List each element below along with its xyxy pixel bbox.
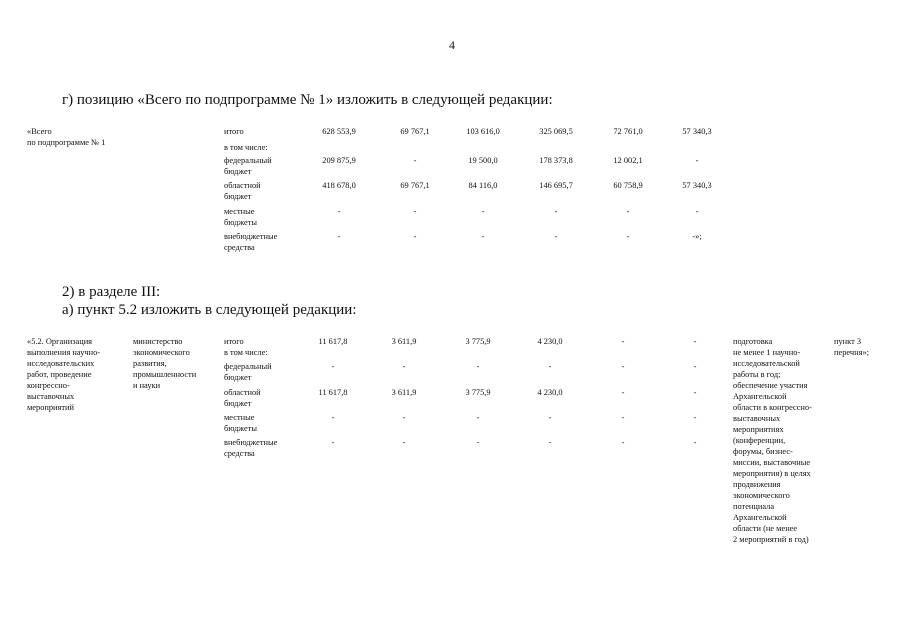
table1-cell: -»;: [692, 232, 702, 241]
table1-row-label: местные: [224, 207, 255, 216]
table2-result-line: исследовательской: [733, 359, 800, 368]
table2-cell: 11 617,8: [318, 337, 348, 346]
heading-position-total: г) позицию «Всего по подпрограмме № 1» изложить в следующей редакции:: [62, 92, 553, 108]
table1-cell: 178 373,8: [539, 156, 573, 165]
table2-result-line: работы в год;: [733, 370, 781, 379]
table2-cell: -: [476, 362, 480, 371]
table1-row-label: бюджет: [224, 167, 252, 176]
table1-cell: -: [337, 207, 341, 216]
table2-row-label: средства: [224, 449, 255, 458]
table1-cell: 418 678,0: [322, 181, 356, 190]
table1-row-label: внебюджетные: [224, 232, 278, 241]
table2-cell: 3 611,9: [391, 388, 417, 397]
table2-result-line: форумы, бизнес-: [733, 447, 793, 456]
table2-cell: -: [693, 388, 697, 397]
table1-row-label: итого: [224, 127, 244, 136]
table1-row-label: средства: [224, 243, 255, 252]
table2-result: [733, 336, 812, 545]
table2-result-line: области (не менее: [733, 524, 798, 533]
table2-cell: 3 775,9: [465, 388, 491, 397]
table2-cell: 3 611,9: [391, 337, 417, 346]
table2-result-line: экономического: [733, 491, 790, 500]
table1-cell: -: [413, 232, 417, 241]
table2-cell: 11 617,8: [318, 388, 348, 397]
table2-cell: -: [693, 337, 697, 346]
table2-executor-line: экономического: [133, 348, 190, 357]
table2-cell: -: [331, 362, 335, 371]
table2-cell: -: [402, 438, 406, 447]
table1-row-label: федеральный: [224, 156, 272, 165]
table2-link-line: пункт 3: [834, 337, 862, 346]
table2-executor-line: министерство: [133, 337, 183, 346]
table2-cell: -: [621, 337, 625, 346]
table2-result-line: не менее 1 научно-: [733, 348, 801, 357]
table2-cell: -: [693, 362, 697, 371]
table1-cell: -: [413, 156, 417, 165]
table2-cell: -: [621, 413, 625, 422]
table2-cell: 3 775,9: [465, 337, 491, 346]
table1-cell: 103 616,0: [466, 127, 500, 136]
table2-result-line: потенциала: [733, 502, 775, 511]
table1-cell: -: [695, 207, 699, 216]
table2-result-line: 2 мероприятий в год): [733, 535, 809, 544]
table2-result-line: продвижения: [733, 480, 781, 489]
table2-executor-line: промышленности: [133, 370, 197, 379]
table2-row-label: бюджет: [224, 399, 252, 408]
table1-cell: 12 002,1: [613, 156, 643, 165]
table2-cell: -: [548, 438, 552, 447]
table1-name-line2: по подпрограмме № 1: [27, 138, 106, 147]
table2-name-line: «5.2. Организация: [27, 337, 93, 346]
table1-cell: 72 761,0: [613, 127, 643, 136]
table2-cell: -: [548, 413, 552, 422]
table2-cell: -: [476, 413, 480, 422]
table2-row-label: бюджет: [224, 373, 252, 382]
table2-row-label: в том числе:: [224, 348, 268, 357]
table2-row-label: областной: [224, 388, 261, 397]
table2-cell: -: [331, 438, 335, 447]
table2-result-line: мероприятиях: [733, 425, 784, 434]
table1-row-label: бюджеты: [224, 218, 258, 227]
table2-result-line: Архангельской: [733, 392, 787, 401]
table1-row-label: областной: [224, 181, 261, 190]
table2-result-line: мероприятия) в целях: [733, 469, 811, 478]
table2-row-label: бюджеты: [224, 424, 258, 433]
table2-cell: -: [402, 362, 406, 371]
table2-name-line: исследовательских: [27, 359, 95, 368]
table1-cell: -: [413, 207, 417, 216]
table1-row-label: в том числе:: [224, 143, 268, 152]
table2-link-line: перечня»;: [834, 348, 869, 357]
table2-row-label: итого: [224, 337, 244, 346]
table1-cell: -: [626, 207, 630, 216]
table1-cell: 146 695,7: [539, 181, 573, 190]
heading-section-iii: 2) в разделе III:: [62, 284, 161, 300]
table2-executor-line: и науки: [133, 381, 161, 390]
table2-result-line: обеспечение участия: [733, 381, 808, 390]
table2-name: [27, 336, 100, 413]
table1-cell: 628 553,9: [322, 127, 356, 136]
table2-row-label: внебюджетные: [224, 438, 278, 447]
table2-executor-line: развития,: [133, 359, 167, 368]
table2-result-line: Архангельской: [733, 513, 787, 522]
page-number: 4: [449, 38, 455, 52]
table1-cell: 209 875,9: [322, 156, 356, 165]
table2-cell: -: [693, 438, 697, 447]
table2-name-line: мероприятий: [27, 403, 75, 412]
table2-name-line: работ, проведение: [27, 370, 92, 379]
table1-name-line1: «Всего: [27, 127, 52, 136]
table1-cell: 84 116,0: [468, 181, 498, 190]
table2-name-line: конгрессно-: [27, 381, 70, 390]
table2-cell: 4 230,0: [537, 388, 563, 397]
table2-cell: -: [548, 362, 552, 371]
table1-cell: 57 340,3: [682, 127, 712, 136]
table2-cell: -: [621, 362, 625, 371]
table1-cell: 57 340,3: [682, 181, 712, 190]
table2-result-line: миссии, выставочные: [733, 458, 811, 467]
table2-result-line: выставочных: [733, 414, 781, 423]
table1-cell: 325 069,5: [539, 127, 573, 136]
table2-cell: -: [331, 413, 335, 422]
table1-cell: 69 767,1: [400, 181, 430, 190]
table2-name-line: выполнения научно-: [27, 348, 101, 357]
table2-row-label: федеральный: [224, 362, 272, 371]
table1-cell: -: [481, 232, 485, 241]
table1-cell: 60 758,9: [613, 181, 643, 190]
table1-row-label: бюджет: [224, 192, 252, 201]
table1-cell: -: [554, 232, 558, 241]
table1-cell: -: [554, 207, 558, 216]
table2-executor: [133, 336, 196, 391]
table2-cell: 4 230,0: [537, 337, 563, 346]
table2-result-line: (конференции,: [733, 436, 786, 445]
table1-cell: -: [626, 232, 630, 241]
table1-cell: 19 500,0: [468, 156, 498, 165]
table2-cell: -: [476, 438, 480, 447]
table2-cell: -: [621, 388, 625, 397]
table2-cell: -: [693, 413, 697, 422]
table2-result-line: подготовка: [733, 337, 773, 346]
table1-cell: 69 767,1: [400, 127, 430, 136]
table1-cell: -: [695, 156, 699, 165]
heading-item-5-2: а) пункт 5.2 изложить в следующей редакции:: [62, 302, 357, 318]
table2-cell: -: [402, 413, 406, 422]
table2-result-line: области в конгрессно-: [733, 403, 812, 412]
table1-cell: -: [481, 207, 485, 216]
table2-row-label: местные: [224, 413, 255, 422]
table1-cell: -: [337, 232, 341, 241]
table2-name-line: выставочных: [27, 392, 75, 401]
table2-link: [834, 336, 869, 358]
table2-cell: -: [621, 438, 625, 447]
